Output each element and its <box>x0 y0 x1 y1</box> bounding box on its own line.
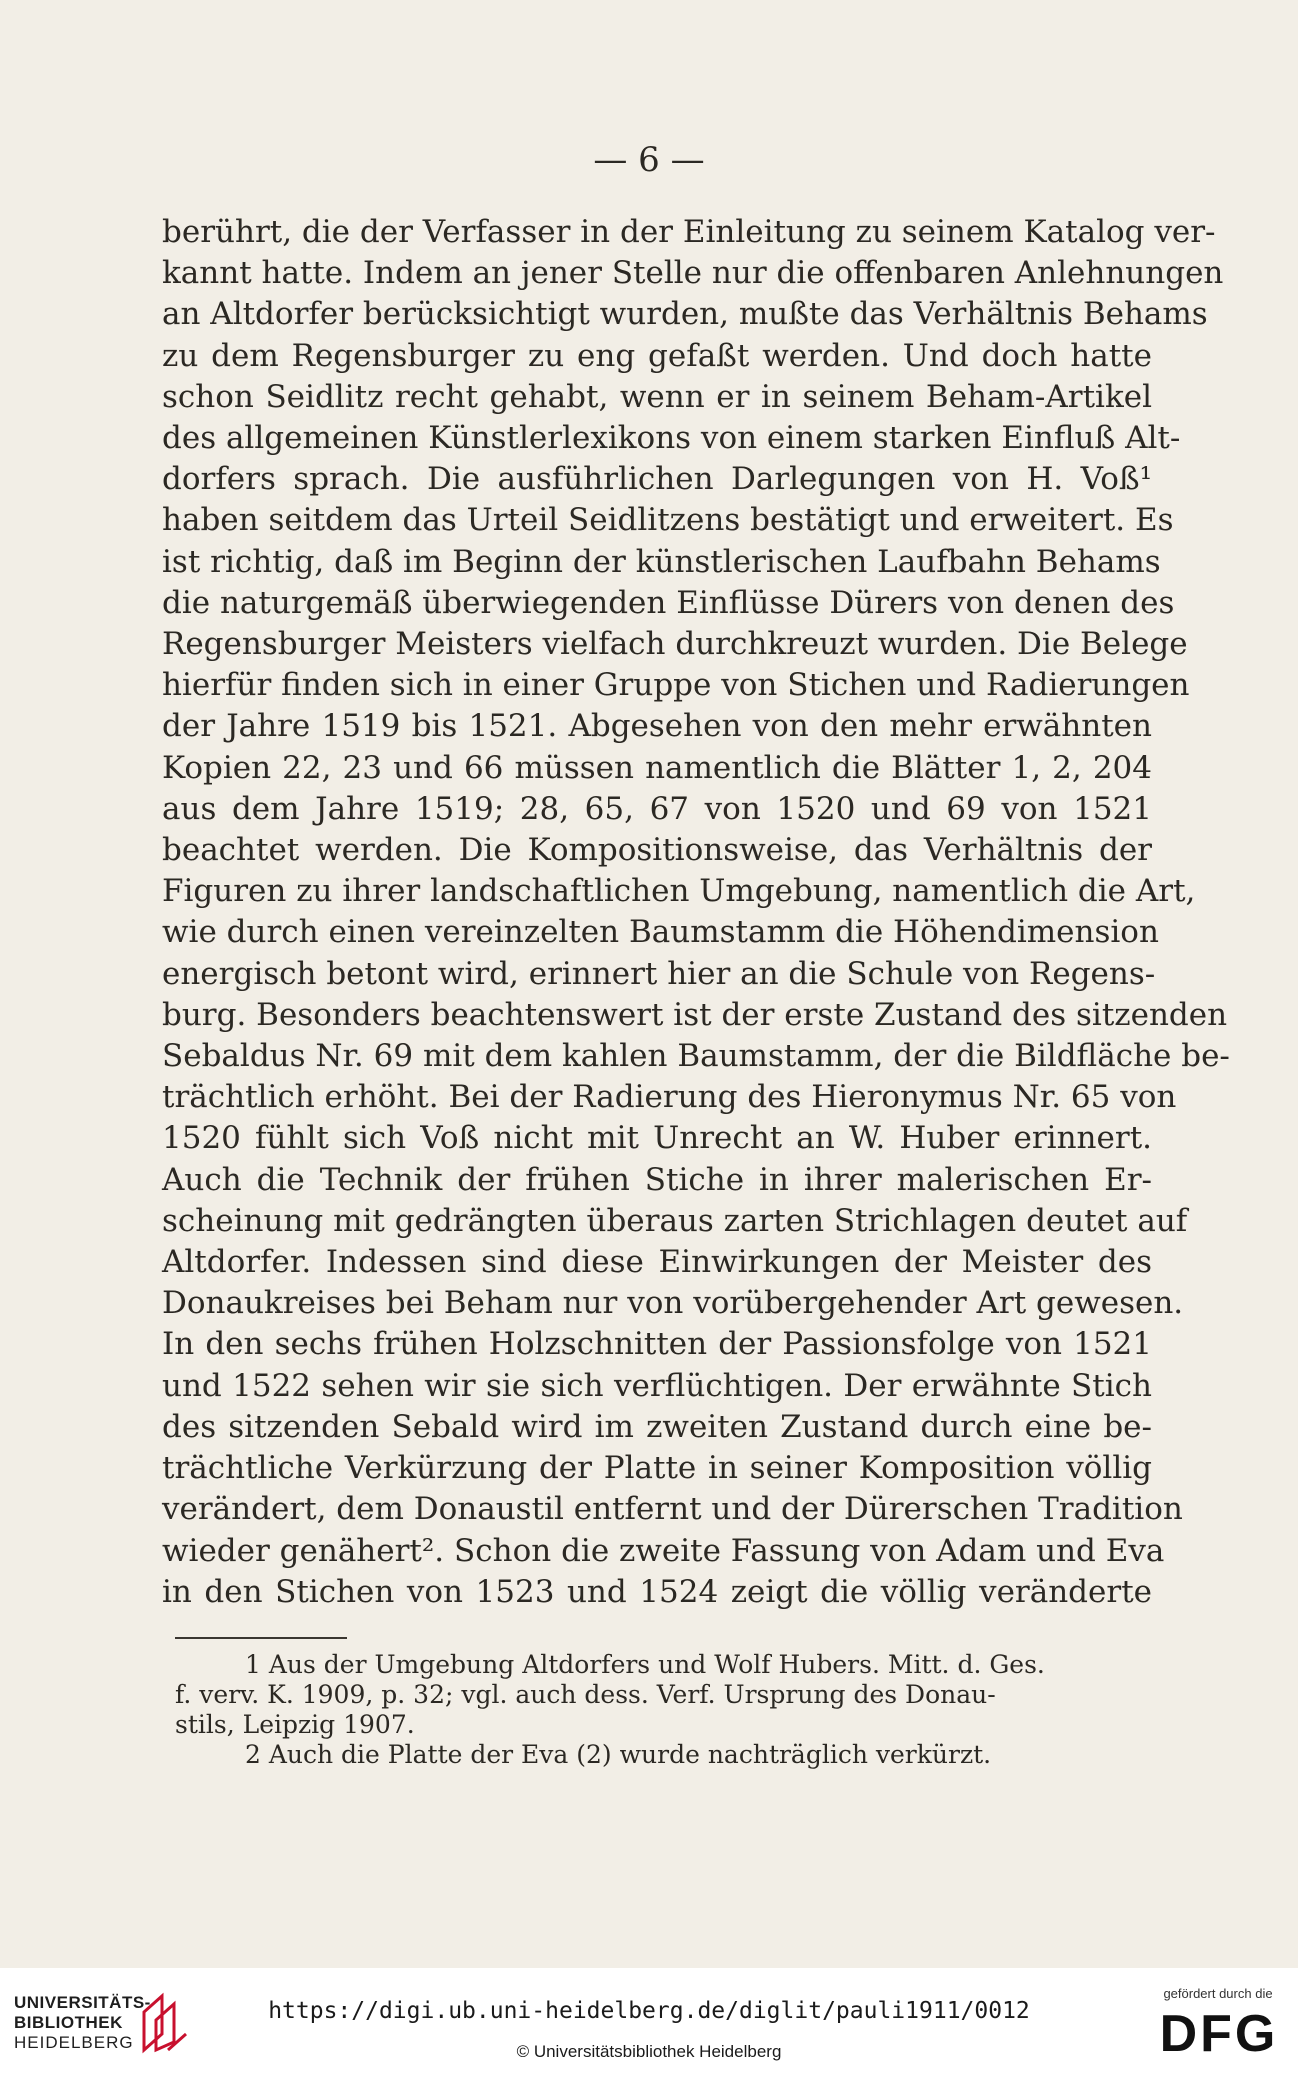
text-line: aus dem Jahre 1519; 28, 65, 67 von 1520 und 69 von 1521 <box>162 790 1152 827</box>
text-line: Regensburger Meisters vielfach durchkreuzt wurden. Die Belege <box>162 626 1188 663</box>
text-line: die naturgemäß überwiegenden Einflüsse Dürers von denen des <box>162 584 1175 621</box>
text-line: in den Stichen von 1523 und 1524 zeigt die völlig veränderte <box>162 1573 1152 1610</box>
permalink-url[interactable]: https://digi.ub.uni-heidelberg.de/diglit/pauli1911/0012 <box>268 1998 1030 2024</box>
text-line: Figuren zu ihrer landschaftlichen Umgebung, namentlich die Art, <box>162 873 1196 910</box>
text-line: der Jahre 1519 bis 1521. Abgesehen von den mehr erwähnten <box>162 708 1152 745</box>
text-line: energisch betont wird, erinnert hier an die Schule von Regens- <box>162 955 1156 992</box>
footnotes <box>175 1650 1155 1770</box>
footnote-1-line: 1 Aus der Umgebung Altdorfers und Wolf Hubers. Mitt. d. Ges. <box>245 1650 1045 1679</box>
text-line: 1520 fühlt sich Voß nicht mit Unrecht an W. Huber erinnert. <box>162 1120 1152 1157</box>
text-line: zu dem Regensburger zu eng gefaßt werden. Und doch hatte <box>162 337 1152 374</box>
text-line: ist richtig, daß im Beginn der künstlerischen Laufbahn Behams <box>162 543 1161 580</box>
text-line: kannt hatte. Indem an jener Stelle nur die offenbaren Anlehnungen <box>162 255 1224 292</box>
dfg-logo[interactable]: DFG <box>1159 2005 1279 2063</box>
page-number: — 6 — <box>593 140 705 180</box>
footnote-divider <box>175 1637 347 1639</box>
library-name-line: HEIDELBERG <box>14 2033 134 2052</box>
footnote-1-line: f. verv. K. 1909, p. 32; vgl. auch dess. Verf. Ursprung des Donau- <box>175 1680 996 1709</box>
text-line: scheinung mit gedrängten überaus zarten Strichlagen deutet auf <box>162 1202 1188 1239</box>
footnote-2-line: 2 Auch die Platte der Eva (2) wurde nachträglich verkürzt. <box>245 1740 992 1769</box>
text-line: dorfers sprach. Die ausführlichen Darlegungen von H. Voß¹ <box>162 461 1152 498</box>
viewer-footer <box>0 1968 1298 2090</box>
text-line: burg. Besonders beachtenswert ist der erste Zustand des sitzenden <box>162 996 1228 1033</box>
text-line: hierfür finden sich in einer Gruppe von Stichen und Radierungen <box>162 667 1190 704</box>
funder-caption: gefördert durch die <box>1163 1986 1273 2001</box>
text-line: und 1522 sehen wir sie sich verflüchtigen. Der erwähnte Stich <box>162 1367 1152 1404</box>
footnote-1-line: stils, Leipzig 1907. <box>175 1710 415 1739</box>
text-line: trächtliche Verkürzung der Platte in seiner Komposition völlig <box>162 1450 1152 1487</box>
text-line: Kopien 22, 23 und 66 müssen namentlich die Blätter 1, 2, 204 <box>162 749 1152 786</box>
text-line: schon Seidlitz recht gehabt, wenn er in seinem Beham-Artikel <box>162 378 1152 415</box>
text-line: Auch die Technik der frühen Stiche in ihrer malerischen Er- <box>162 1161 1152 1198</box>
text-line: des sitzenden Sebald wird im zweiten Zustand durch eine be- <box>162 1408 1152 1445</box>
text-line: an Altdorfer berücksichtigt wurden, mußte das Verhältnis Behams <box>162 296 1208 333</box>
text-line: verändert, dem Donaustil entfernt und der Dürerschen Tradition <box>162 1491 1183 1528</box>
text-line: haben seitdem das Urteil Seidlitzens bestätigt und erweitert. Es <box>162 502 1174 539</box>
text-line: Sebaldus Nr. 69 mit dem kahlen Baumstamm, der die Bildfläche be- <box>162 1038 1230 1075</box>
text-line: Donaukreises bei Beham nur von vorübergehender Art gewesen. <box>162 1285 1184 1322</box>
text-line: Altdorfer. Indessen sind diese Einwirkungen der Meister des <box>162 1244 1152 1281</box>
copyright-notice: © Universitätsbibliothek Heidelberg <box>516 2042 782 2061</box>
text-line: berührt, die der Verfasser in der Einleitung zu seinem Katalog ver- <box>162 214 1216 250</box>
text-line: trächtlich erhöht. Bei der Radierung des Hieronymus Nr. 65 von <box>162 1079 1177 1116</box>
text-line: beachtet werden. Die Kompositionsweise, das Verhältnis der <box>162 832 1152 869</box>
text-line: In den sechs frühen Holzschnitten der Passionsfolge von 1521 <box>162 1326 1152 1363</box>
text-line: wie durch einen vereinzelten Baumstamm die Höhendimension <box>162 914 1159 951</box>
text-line: wieder genähert². Schon die zweite Fassung von Adam und Eva <box>162 1532 1165 1569</box>
library-name-line: BIBLIOTHEK <box>14 2013 123 2032</box>
text-line: des allgemeinen Künstlerlexikons von einem starken Einfluß Alt- <box>162 420 1181 457</box>
library-name-line: UNIVERSITÄTS- <box>14 1993 151 2012</box>
body-text <box>162 212 1230 1613</box>
